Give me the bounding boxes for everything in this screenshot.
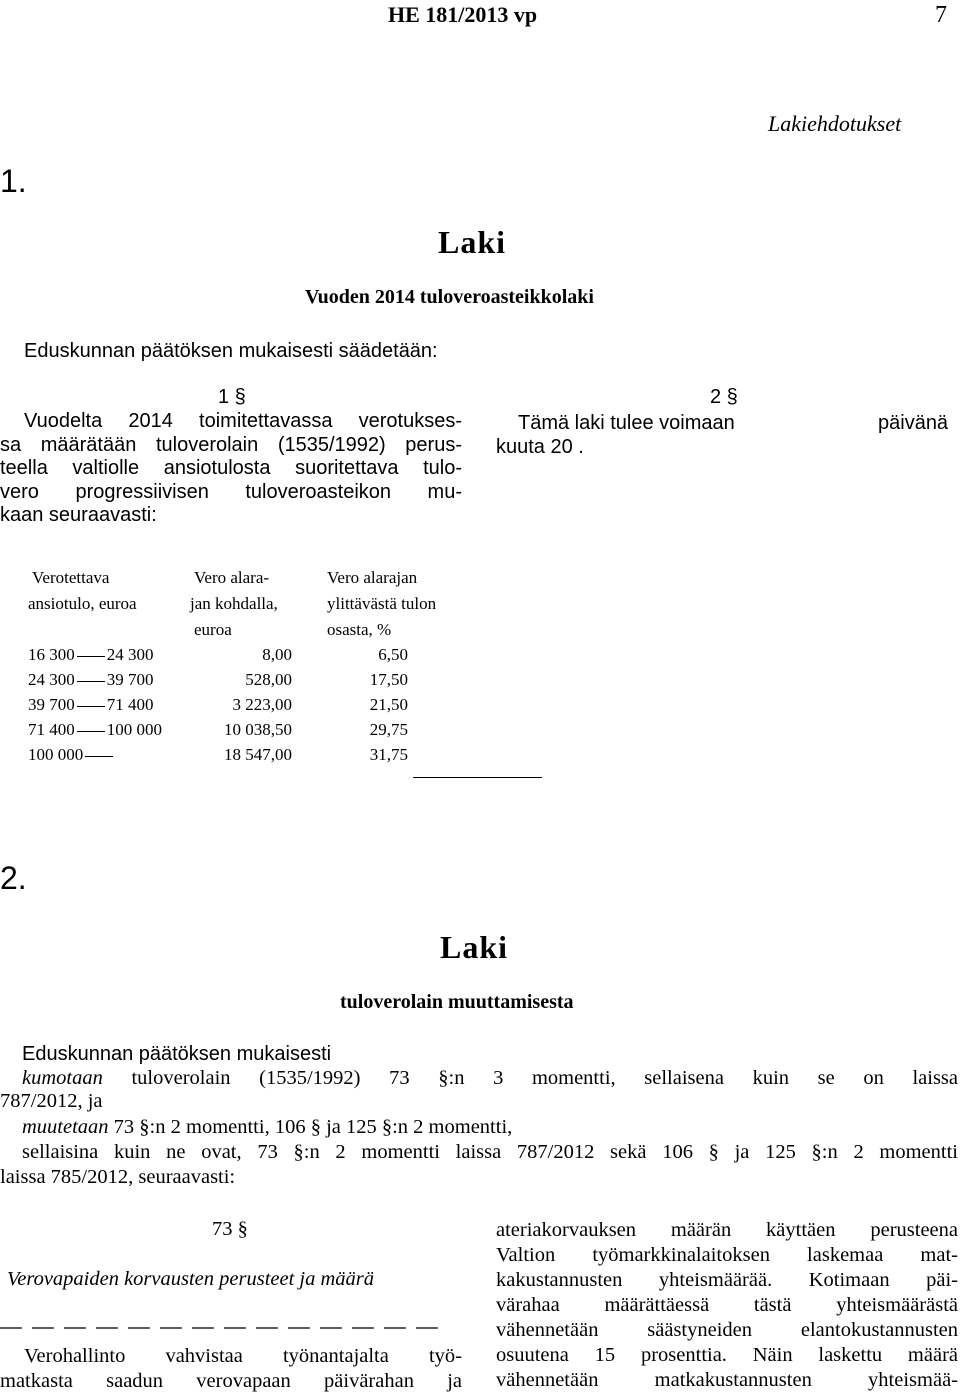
repeal-text: tuloverolain (1535/1992) 73 §:n 3 momentti, sellaisena kuin se on laissa — [131, 1067, 958, 1089]
amend-text: 73 §:n 2 momentti, 106 § ja 125 §:n 2 momentti, — [113, 1116, 513, 1138]
row-base: 528,00 — [245, 670, 292, 689]
law1-sec1-line: vero progressiivisen tuloveroasteikon mu- — [0, 480, 462, 503]
right-line: värahaa määrättäessä tästä yhteismäärästä — [496, 1294, 958, 1316]
row-rate: 6,50 — [378, 645, 408, 664]
sec73-line: matkasta saadun verovapaan päivärahan ja — [0, 1369, 462, 1392]
row-rate: 31,75 — [369, 745, 408, 764]
row-to: 100 000 — [106, 720, 162, 739]
row-from: 100 000 — [28, 745, 84, 764]
law2-subtitle: tuloverolain muuttamisesta — [340, 991, 574, 1013]
law1-sec2-line1-a: Tämä laki tulee voimaan — [518, 412, 735, 434]
sec73-right-column — [496, 1218, 958, 1393]
row-from: 16 300 — [28, 645, 75, 664]
right-line: kakustannusten yhteismäärää. Kotimaan päi- — [496, 1269, 958, 1291]
law2-number: 2. — [0, 860, 27, 896]
row-rate: 21,50 — [369, 695, 408, 714]
table-header-rate: Vero alarajan — [327, 568, 418, 587]
amend-line2 — [22, 1141, 958, 1164]
sec73-line: Verohallinto vahvistaa työnantajalta työ- — [24, 1345, 462, 1367]
law1-sec1-line: teella valtiolle ansiotulosta suoritettava tulo- — [0, 457, 462, 479]
row-to: 24 300 — [106, 645, 154, 664]
law2-title: Laki — [440, 929, 509, 965]
row-base: 8,00 — [262, 645, 292, 664]
sec73-body — [0, 1344, 462, 1393]
table-row — [28, 695, 154, 715]
row-from: 39 700 — [28, 695, 75, 714]
law1-number: 1. — [0, 163, 27, 199]
repeal-word: kumotaan — [22, 1067, 103, 1089]
table-header-base: Vero alara- — [194, 568, 270, 587]
law1-title: Laki — [438, 224, 507, 260]
sec73-heading: 73 § — [212, 1218, 248, 1240]
table-row — [28, 745, 115, 765]
right-line: vähennetään säästyneiden elantokustannusten — [496, 1319, 958, 1341]
law1-sec1-line: Vuodelta 2014 toimitettavassa verotukses- — [24, 410, 462, 432]
end-rule — [413, 777, 542, 778]
table-row — [28, 720, 162, 740]
table-row — [28, 670, 154, 690]
law2-enactment: Eduskunnan päätöksen mukaisesti — [22, 1043, 332, 1065]
law2-amend — [22, 1116, 512, 1139]
row-base: 18 547,00 — [224, 745, 292, 764]
table-header-rate: ylittävästä tulon — [327, 594, 437, 613]
omitted-text-dashes — [0, 1326, 462, 1330]
law2-repeal — [22, 1066, 958, 1090]
law1-sec2-line2: kuuta 20 . — [496, 436, 584, 458]
row-base: 3 223,00 — [232, 695, 292, 714]
sec73-title: Verovapaiden korvausten perusteet ja määrä — [7, 1268, 375, 1290]
row-rate: 17,50 — [369, 670, 408, 689]
amend-word: muutetaan — [22, 1116, 109, 1138]
table-header-base: euroa — [194, 620, 232, 639]
document-id: HE 181/2013 vp — [388, 2, 538, 27]
amend-line3: laissa 785/2012, seuraavasti: — [0, 1166, 236, 1188]
table-row — [28, 645, 154, 665]
repeal-text-cont: 787/2012, ja — [0, 1090, 103, 1112]
right-line: Valtion työmarkkinalaitoksen laskemaa mat- — [496, 1244, 958, 1266]
row-rate: 29,75 — [369, 720, 408, 739]
law1-sec1-line: sa määrätään tuloverolain (1535/1992) perus- — [0, 433, 462, 456]
page-number: 7 — [935, 2, 947, 28]
right-line: osuutena 15 prosenttia. Näin laskettu määrä — [496, 1344, 958, 1366]
row-to: 71 400 — [106, 695, 154, 714]
row-from: 71 400 — [28, 720, 75, 739]
table-header-income: Verotettava — [32, 568, 110, 587]
row-from: 24 300 — [28, 670, 75, 689]
law1-enactment: Eduskunnan päätöksen mukaisesti säädetään: — [24, 340, 438, 362]
law1-sec2-heading: 2 § — [710, 386, 738, 408]
law1-sec2-line1-b: päivänä — [878, 412, 949, 434]
amend-line2-text: sellaisina kuin ne ovat, 73 §:n 2 momentti laissa 787/2012 sekä 106 § ja 125 §:n 2 momentti — [22, 1141, 958, 1163]
right-line: vähennetään matkakustannusten yhteismää- — [496, 1369, 958, 1391]
right-line: ateriakorvauksen määrän käyttäen perusteena — [496, 1219, 958, 1241]
law1-sec1-body — [0, 410, 462, 528]
table-header-rate: osasta, % — [327, 620, 392, 639]
row-base: 10 038,50 — [224, 720, 292, 739]
law1-sec1-heading: 1 § — [218, 386, 246, 408]
section-label: Lakiehdotukset — [768, 111, 902, 136]
table-header-base: jan kohdalla, — [190, 594, 278, 613]
row-to: 39 700 — [106, 670, 154, 689]
law1-subtitle: Vuoden 2014 tuloveroasteikkolaki — [305, 286, 594, 308]
table-header-income: ansiotulo, euroa — [28, 594, 137, 613]
law1-sec1-line: kaan seuraavasti: — [0, 504, 157, 526]
